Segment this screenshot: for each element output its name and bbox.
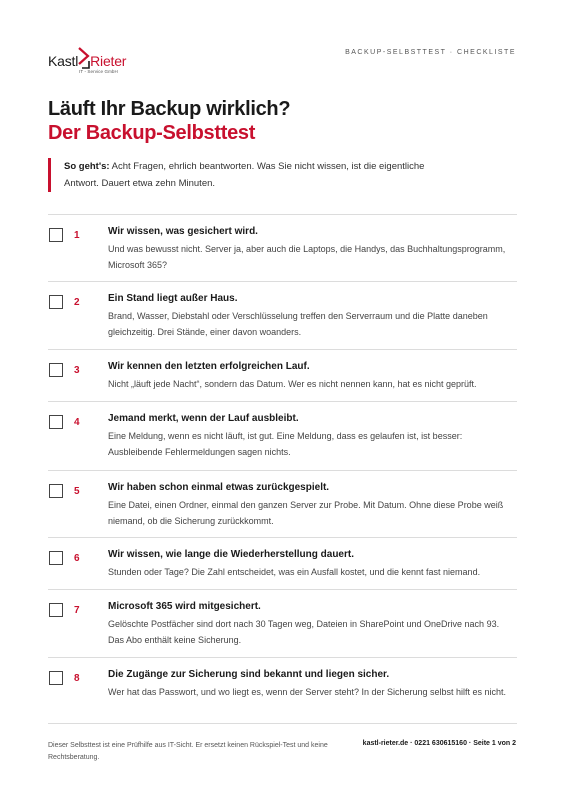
item-text: Gelöschte Postfächer sind dort nach 30 Tagen weg, Dateien in SharePoint und OneDrive nach 93. Das Abo enthält keine Sicherung.: [108, 619, 500, 645]
checkbox[interactable]: [49, 228, 63, 242]
item-heading: Jemand merkt, wenn der Lauf ausbleibt.: [108, 413, 299, 424]
item-heading: Microsoft 365 wird mitgesichert.: [108, 601, 261, 612]
item-text: Stunden oder Tage? Die Zahl entscheidet, was ein Ausfall kostet, und die kennt fast niemand.: [108, 567, 481, 577]
item-number: 4: [74, 417, 80, 428]
footer-divider: [48, 723, 517, 724]
checklist: [48, 214, 517, 723]
checkbox[interactable]: [49, 415, 63, 429]
company-logo: [48, 45, 138, 73]
checkbox[interactable]: [49, 603, 63, 617]
item-text: Brand, Wasser, Diebstahl oder Verschlüsselung treffen den Serverraum und die Platte daneben gleichzeitig. Drei Stände, einer davon woanders.: [108, 311, 488, 337]
checklist-item: [48, 470, 517, 537]
footer-contact: kastl-rieter.de · 0221 630615160 · Seite 1 von 2: [362, 740, 516, 747]
logo-mark-icon: [77, 47, 91, 69]
checklist-item: [48, 349, 517, 401]
intro-lead: So geht's:: [64, 161, 110, 172]
item-number: 3: [74, 365, 80, 376]
document-eyebrow: BACKUP-SELBSTTEST · CHECKLISTE: [345, 49, 516, 56]
checkbox[interactable]: [49, 484, 63, 498]
checkbox[interactable]: [49, 671, 63, 685]
title-line-2: Der Backup-Selbsttest: [48, 122, 256, 144]
checkbox[interactable]: [49, 295, 63, 309]
intro-text: Acht Fragen, ehrlich beantworten. Was Sie nicht wissen, ist die eigentliche Antwort. Dauert etwa zehn Minuten.: [64, 161, 425, 189]
checklist-item: [48, 281, 517, 349]
checklist-item: [48, 401, 517, 470]
item-heading: Ein Stand liegt außer Haus.: [108, 293, 238, 304]
item-text: Eine Datei, einen Ordner, einmal den ganzen Server zur Probe. Mit Datum. Ohne diese Probe weiß niemand, ob die Sicherung zurückkommt.: [108, 500, 504, 526]
footer-disclaimer: Dieser Selbsttest ist eine Prüfhilfe aus IT-Sicht. Er ersetzt keinen Rückspiel-Test und keine Rechtsberatung.: [48, 742, 328, 761]
item-heading: Wir haben schon einmal etwas zurückgespielt.: [108, 482, 330, 493]
checkbox[interactable]: [49, 363, 63, 377]
checkbox[interactable]: [49, 551, 63, 565]
item-number: 5: [74, 486, 80, 497]
intro-box: [48, 158, 428, 192]
logo-subline: IT - Service GmbH: [79, 69, 118, 74]
item-number: 7: [74, 605, 80, 616]
checklist-item: [48, 214, 517, 281]
item-text: Nicht „läuft jede Nacht“, sondern das Datum. Wer es nicht nennen kann, hat es nicht geprüft.: [108, 379, 477, 389]
item-heading: Wir wissen, was gesichert wird.: [108, 226, 258, 237]
item-number: 6: [74, 553, 80, 564]
item-text: Eine Meldung, wenn es nicht läuft, ist gut. Eine Meldung, dass es gelaufen ist, ist besser: Ausbleibende Fehlermeldungen sagen nichts.: [108, 431, 463, 457]
logo-wordmark: Kastl Rieter: [48, 53, 127, 69]
title-line-1: Läuft Ihr Backup wirklich?: [48, 98, 291, 120]
item-text: Und was bewusst nicht. Server ja, aber auch die Laptops, die Handys, das Buchhaltungsprogramm, Microsoft 365?: [108, 244, 506, 270]
item-heading: Wir wissen, wie lange die Wiederherstellung dauert.: [108, 549, 354, 560]
item-heading: Wir kennen den letzten erfolgreichen Lauf.: [108, 361, 310, 372]
item-number: 1: [74, 230, 80, 241]
item-number: 8: [74, 673, 80, 684]
item-text: Wer hat das Passwort, und wo liegt es, wenn der Server steht? In der Sicherung selbst hilft es nicht.: [108, 687, 507, 697]
checklist-item: [48, 537, 517, 589]
item-heading: Die Zugänge zur Sicherung sind bekannt und liegen sicher.: [108, 669, 390, 680]
checklist-item: [48, 589, 517, 657]
item-number: 2: [74, 297, 80, 308]
page-title: [48, 97, 290, 145]
checklist-item: [48, 657, 517, 723]
